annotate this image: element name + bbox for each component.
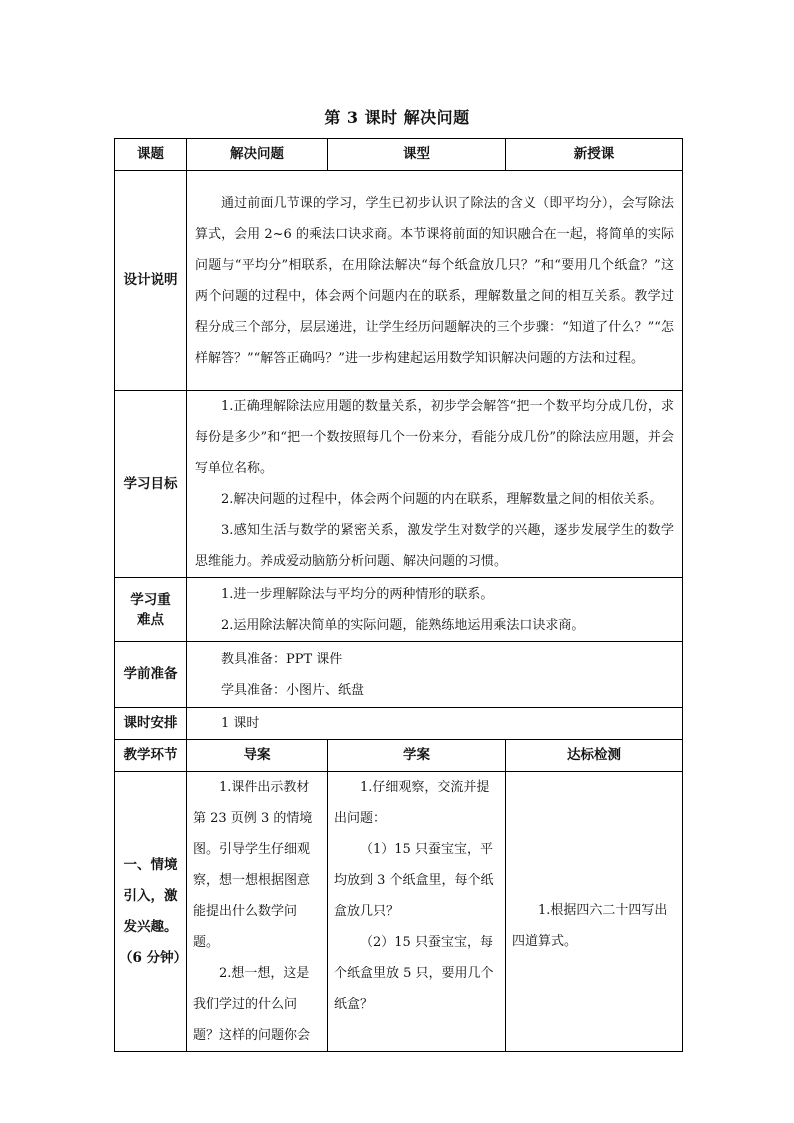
check-cell <box>506 772 683 1052</box>
schedule-cell <box>187 708 683 740</box>
study-cell <box>328 772 506 1052</box>
phase-line: 发兴趣。 <box>123 918 178 935</box>
label-subject: 课题 <box>115 139 187 171</box>
design-paragraph: 通过前面几节课的学习，学生已初步认识了除法的含义（即平均分），会写除法算式，会用 2~6 的乘法口诀求商。本节课将前面的知识融合在一起，将简单的实际问题与“平均分”相联系，在用除法解决“每个纸盒放几只？”和“要用几个纸盒？”这两个问题的过程中，体会两个问题内在的联系，理解数量之间的相互关系。教学过程分成三个部分，层层递进，让学生经历问题解决的三个步骤：“知道了什么？”“怎样解答？”“解答正确吗？”进一步构建起运用数学知识解决问题的方法和过程。 <box>195 195 674 366</box>
phase-header: 教学环节 <box>115 740 187 772</box>
schedule-label: 课时安排 <box>115 708 187 740</box>
goals-label: 学习目标 <box>115 391 187 578</box>
goal-item: 1.正确理解除法应用题的数量关系，初步学会解答“把一个数平均分成几份，求每份是多少”和“把一个数按照每几个一份来分，看能分成几份”的除法应用题，并会写单位名称。 <box>195 399 674 476</box>
design-text <box>187 171 683 391</box>
study-item: （1）15 只蚕宝宝，平均放到 3 个纸盒里，每个纸盒放几只？ <box>334 842 494 919</box>
check-item: 1.根据四六二十四写出四道算式。 <box>512 902 668 949</box>
study-item: （2）15 只蚕宝宝，每个纸盒里放 5 只，要用几个纸盒？ <box>334 935 494 1012</box>
goals-cell <box>187 391 683 578</box>
preparation-label: 学前准备 <box>115 642 187 708</box>
guide-header: 导案 <box>187 740 328 772</box>
preparation-item: 教具准备：PPT 课件 <box>221 651 343 667</box>
key-points-label: 学习重难点 <box>115 578 187 642</box>
goal-item: 2.解决问题的过程中，体会两个问题的内在联系，理解数量之间的相依关系。 <box>221 492 663 507</box>
study-header: 学案 <box>328 740 506 772</box>
key-point-item: 2.运用除法解决简单的实际问题，能熟练地运用乘法口诀求商。 <box>221 617 585 633</box>
lesson-plan-table <box>114 138 683 1052</box>
type-value: 新授课 <box>506 139 683 171</box>
study-item: 1.仔细观察，交流并提出问题： <box>334 780 490 826</box>
key-points-cell <box>187 578 683 642</box>
phase-line: 引入，激 <box>123 887 178 904</box>
design-label: 设计说明 <box>115 171 187 391</box>
goal-item: 3.感知生活与数学的紧密关系，激发学生对数学的兴趣，逐步发展学生的数学思维能力。养成爱动脑筋分析问题、解决问题的习惯。 <box>195 523 674 569</box>
guide-item: 1.课件出示教材第 23 页例 3 的情境图。引导学生仔细观察，想一想根据图意能提出什么数学问题。 <box>193 780 313 950</box>
key-point-item: 1.进一步理解除法与平均分的两种情形的联系。 <box>221 586 494 602</box>
schedule-value: 1 课时 <box>221 716 260 731</box>
label-type: 课型 <box>328 139 506 171</box>
preparation-item: 学具准备：小图片、纸盘 <box>221 682 365 698</box>
page-title: 第 3 课时 解决问题 <box>324 108 470 127</box>
guide-item: 2.想一想，这是我们学过的什么问题？这样的问题你会 <box>193 966 311 1043</box>
preparation-cell <box>187 642 683 708</box>
subject-value: 解决问题 <box>187 139 328 171</box>
phase-line: 一、情境 <box>123 856 178 873</box>
guide-cell <box>187 772 328 1052</box>
phase-cell <box>115 772 187 1052</box>
check-header: 达标检测 <box>506 740 683 772</box>
phase-line: （6 分钟） <box>119 949 188 966</box>
